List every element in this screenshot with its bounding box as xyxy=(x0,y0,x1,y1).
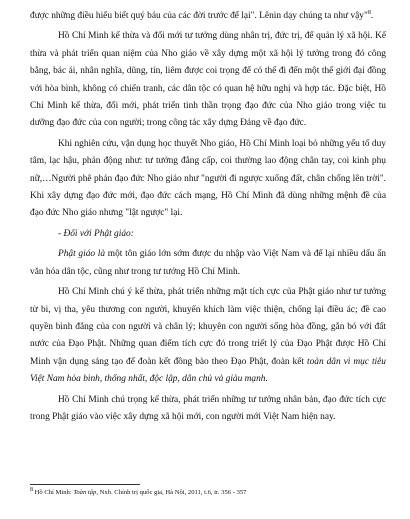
italic-lead: Phật giáo là xyxy=(58,249,106,260)
footnote-reference: 8 xyxy=(367,9,371,16)
footnote xyxy=(30,488,386,497)
paragraph-text: Hồ Chí Minh chú ý kế thừa, phát triển những mặt tích cực của Phật giáo như tư tưởng từ bi, vị tha, yêu thương con người, khuyến khích làm việc thiện, chống lại điều ác; đề cao quyền bình đẳng của con người và chân lý; khuyên con người sống hòa đồng, gắn bó với đất nước của Đạo Phật. Những quan điểm tích cực đó trong triết lý của Đạo Phật được Hồ Chí Minh vận dụng sáng tạo để đoàn kết đồng bào theo Đạo Phật, đoàn kết xyxy=(30,287,386,367)
paragraph-text: một tôn giáo lớn sớm được du nhập vào Việt Nam và để lại nhiều dấu ấn văn hóa dân tộc, cũng như trong tư tưởng Hồ Chí Minh. xyxy=(30,249,386,277)
paragraph-tail: . xyxy=(370,11,374,21)
section-heading-phat-giao: - Đối với Phật giáo: xyxy=(58,228,134,239)
paragraph-phat-giao-intro xyxy=(30,246,386,281)
paragraph-continuation xyxy=(30,8,386,25)
footnote-rest: , Nxb. Chính trị quốc gia, Hà Nội, 2011, t.6, tr. 356 - 357 xyxy=(96,489,247,496)
paragraph-loai-bo-yeu-to: Khi nghiên cứu, vận dụng học thuyết Nho giáo, Hồ Chí Minh loại bỏ những yếu tố duy tâm, lạc hậu, phản động như: tư tưởng đẳng cấp, coi thường lao động chân tay, coi kinh phụ nữ,…Người phê phán đạo đức Nho giáo như "người đi ngược xuống đất, chân chổng lên trời". Khi xây dựng đạo đức mới, đạo đức cách mạng, Hồ Chí Minh đã dùng những mệnh đề của đạo đức Nho giáo nhưng "lật ngược" lại. xyxy=(30,138,386,219)
paragraph-nhan-ban: Hồ Chí Minh chú trọng kế thừa, phát triển những tư tưởng nhân bản, đạo đức tích cực trong Phật giáo vào việc xây dựng xã hội mới, con người mới Việt Nam hiện nay. xyxy=(30,394,386,422)
paragraph-text: được những điều hiểu biết quý báu của các đời trước để lại". Lênin dạy chúng ta như vậy" xyxy=(30,11,368,21)
footnote-title: Toàn tập xyxy=(73,489,97,496)
footnote-marker: 8 xyxy=(30,486,33,493)
document-body xyxy=(30,8,386,426)
footnote-prefix: Hồ Chí Minh: xyxy=(33,489,74,496)
italic-tail: toàn dân vì mục tiêu Việt Nam hòa bình, thống nhất, độc lập, dân chủ và giàu mạnh. xyxy=(30,356,386,385)
footnote-divider xyxy=(30,484,140,485)
paragraph-ke-thua-nho-giao: Hồ Chí Minh kế thừa và đổi mới tư tưởng dùng nhân trị, đức trị, để quản lý xã hội. Kế thừa và phát triển quan niệm của Nho giáo về xây dựng một xã hội lý tưởng trong đó công bằng, bác ái, nhân nghĩa, dũng, tín, liêm được coi trọng để có thế đi đến một thế giới đại đồng với hòa bình, không có chiến tranh, các dân tộc có quan hệ hữu nghị và hợp tác. Đặc biệt, Hồ Chí Minh kế thừa, đổi mới, phát triển tinh thần trọng đạo đức của Nho giáo trong việc tu dưỡng đạo đức của con người; trong công tác xây dựng Đảng về đạo đức. xyxy=(30,31,386,129)
paragraph-ke-thua-phat-giao xyxy=(30,284,386,388)
